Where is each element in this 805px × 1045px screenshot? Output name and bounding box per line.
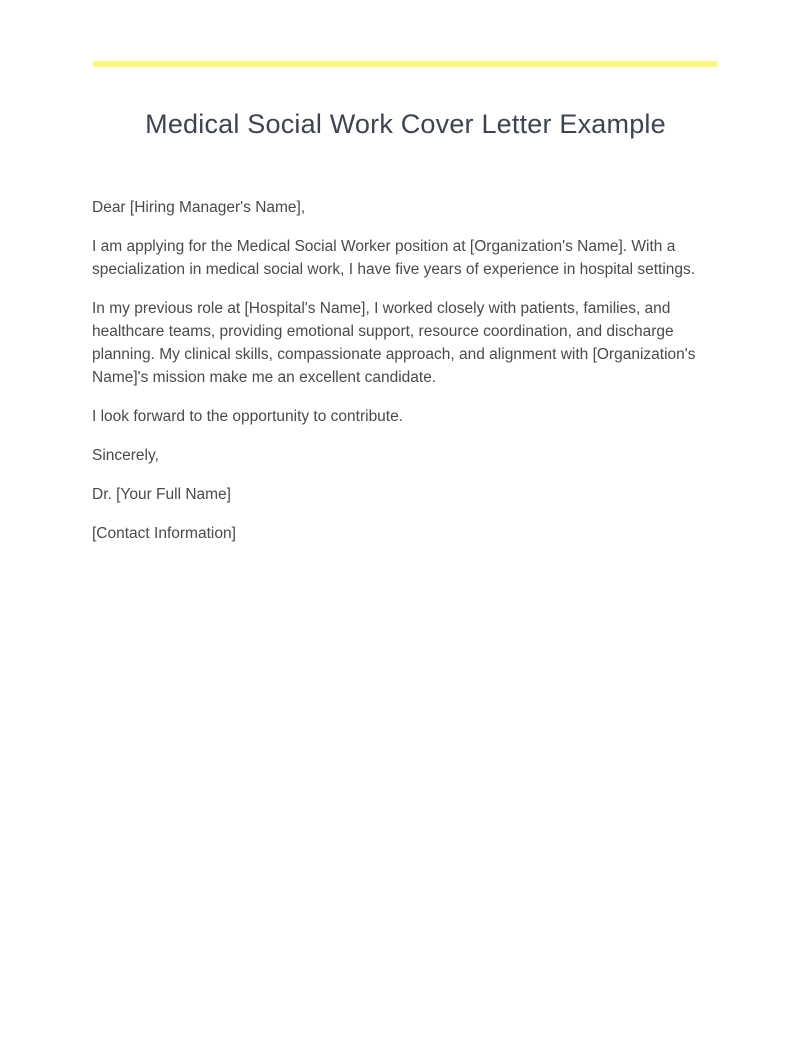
signature-line: Dr. [Your Full Name] xyxy=(92,486,231,503)
accent-bar xyxy=(93,61,718,67)
letter-paragraph: In my previous role at [Hospital's Name], I worked closely with patients, families, and healthcare teams, providing emotional support, resource coordination, and discharge planning. My clinical skills, compassionate approach, and alignment with [Organization's Name]'s mission make me an excellent candidate. xyxy=(92,300,696,386)
letter-paragraph: I look forward to the opportunity to contribute. xyxy=(92,408,404,425)
page-title: Medical Social Work Cover Letter Example xyxy=(145,109,666,139)
contact-line: [Contact Information] xyxy=(92,525,236,542)
salutation-line: Dear [Hiring Manager's Name], xyxy=(92,199,306,216)
closing-line: Sincerely, xyxy=(92,447,159,464)
letter-body xyxy=(92,196,720,561)
letter-paragraph: I am applying for the Medical Social Worker position at [Organization's Name]. With a specialization in medical social work, I have five years of experience in hospital settings. xyxy=(92,238,696,278)
